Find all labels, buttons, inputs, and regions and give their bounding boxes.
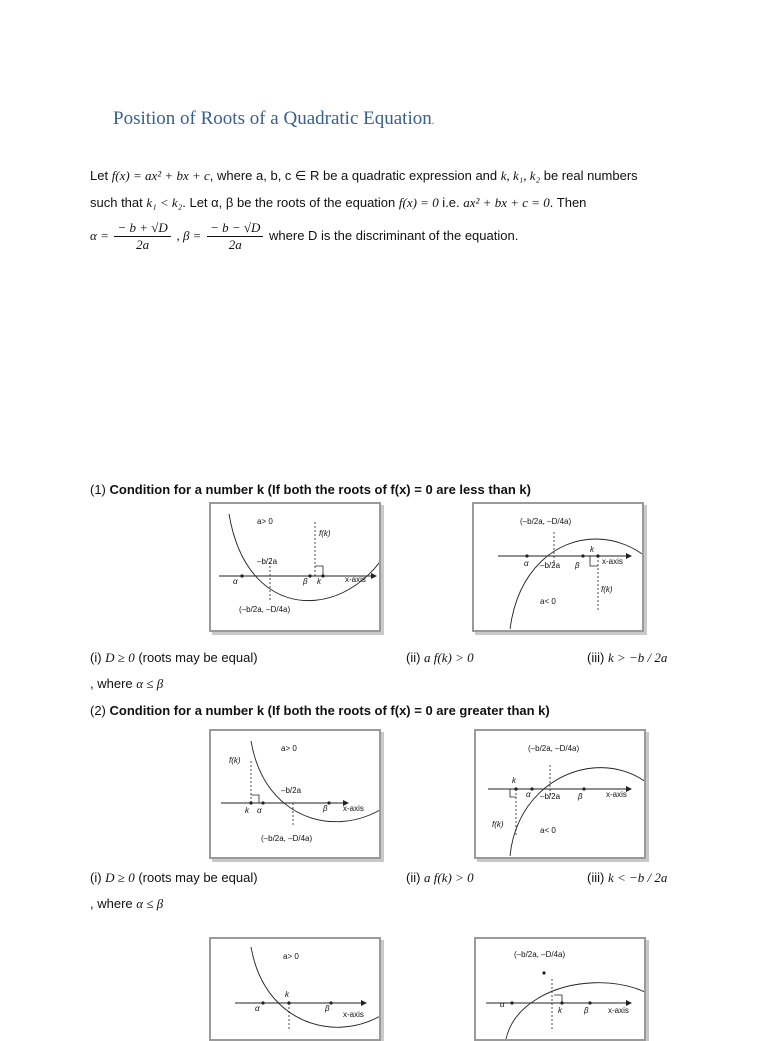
section1-cond3: (iii) k > −b / 2a [587,650,668,665]
alpha-label: α [255,1004,260,1013]
a-pos-label: a> 0 [281,744,297,753]
figure-3a [209,937,381,1041]
a-pos-label: a> 0 [257,517,273,526]
fk-label: f(k) [319,529,331,538]
neg-b2a-label: –b/2a [281,786,302,795]
x-axis-label: x-axis [608,1006,629,1015]
beta-label: β [303,577,308,586]
k-label: k [317,577,321,586]
section2-cond1: (i) D ≥ 0 (roots may be equal) [90,870,258,885]
alpha-label: α [500,1000,505,1009]
vertex-label: (–b/2a, –D/4a) [528,744,580,753]
fk-label: f(k) [601,585,613,594]
vertex-label: (–b/2a, –D/4a) [239,605,291,614]
beta-label: β [325,1004,330,1013]
k-label: k [512,776,516,785]
x-axis-label: x-axis [602,557,623,566]
section1-cond2: (ii) a f(k) > 0 [406,650,474,665]
a-neg-label: a< 0 [540,826,556,835]
beta-fraction: $\frac{- b - √D}{2a}$ [207,220,263,253]
k-label: k [590,545,594,554]
section2-heading: (2) Condition for a number k (If both the roots of f(x) = 0 are greater than k) [90,703,550,718]
beta-label: β [578,792,583,801]
alpha-label: α [233,577,238,586]
figure-2a [209,729,381,859]
alpha-label: α [524,559,529,568]
x-axis-label: x-axis [606,790,627,799]
vertex-label: (–b/2a, –D/4a) [520,517,572,526]
page-title: Position of Roots of a Quadratic Equation. [113,108,435,129]
section1-cond1: (i) D ≥ 0 (roots may be equal) [90,650,258,665]
figure-3b [474,937,646,1041]
intro-line-2: such that k₁ < k₂. Let α, β be the roots of the equation f(x) = 0 i.e. ax² + bx + c = 0. Then [90,195,587,210]
beta-label: β [323,804,328,813]
neg-b2a-label: –b/2a [540,792,561,801]
fk-label: f(k) [492,820,504,829]
a-neg-label: a< 0 [540,597,556,606]
beta-label: β [584,1006,589,1015]
alpha-fraction: $\frac{- b + √D}{2a}$ [114,220,170,253]
k-label: k [245,806,249,815]
figure-1a [209,502,381,632]
neg-b2a-label: –b/2a [540,561,561,570]
k-label: k [558,1006,562,1015]
fk-label: f(k) [229,756,241,765]
vertex-label: (–b/2a, –D/4a) [514,950,566,959]
alpha-label: α [526,790,531,799]
a-pos-label: a> 0 [283,952,299,961]
k-label: k [285,990,289,999]
roots-formula: α = $\frac{- b + √D}{2a}$ , β = $\frac{- b - √D}{2a}$ where D is the discriminant of the equation. [90,220,519,252]
vertex-label: (–b/2a, –D/4a) [261,834,313,843]
figure-2b [474,729,646,859]
section2-note: , where α ≤ β [90,896,164,911]
neg-b2a-label: –b/2a [257,557,278,566]
beta-label: β [575,561,580,570]
x-axis-label: x-axis [343,1010,364,1019]
alpha-label: α [257,806,262,815]
x-axis-label: x-axis [343,804,364,813]
section1-heading: (1) Condition for a number k (If both the roots of f(x) = 0 are less than k) [90,482,531,497]
section2-cond3: (iii) k < −b / 2a [587,870,668,885]
figure-1b [472,502,644,632]
x-axis-label: x-axis [345,575,366,584]
section2-cond2: (ii) a f(k) > 0 [406,870,474,885]
intro-line-1: Let f(x) = ax² + bx + c, where a, b, c ∈ R be a quadratic expression and k, k₁, k₂ be real numbers [90,168,638,183]
section1-note: , where α ≤ β [90,676,164,691]
